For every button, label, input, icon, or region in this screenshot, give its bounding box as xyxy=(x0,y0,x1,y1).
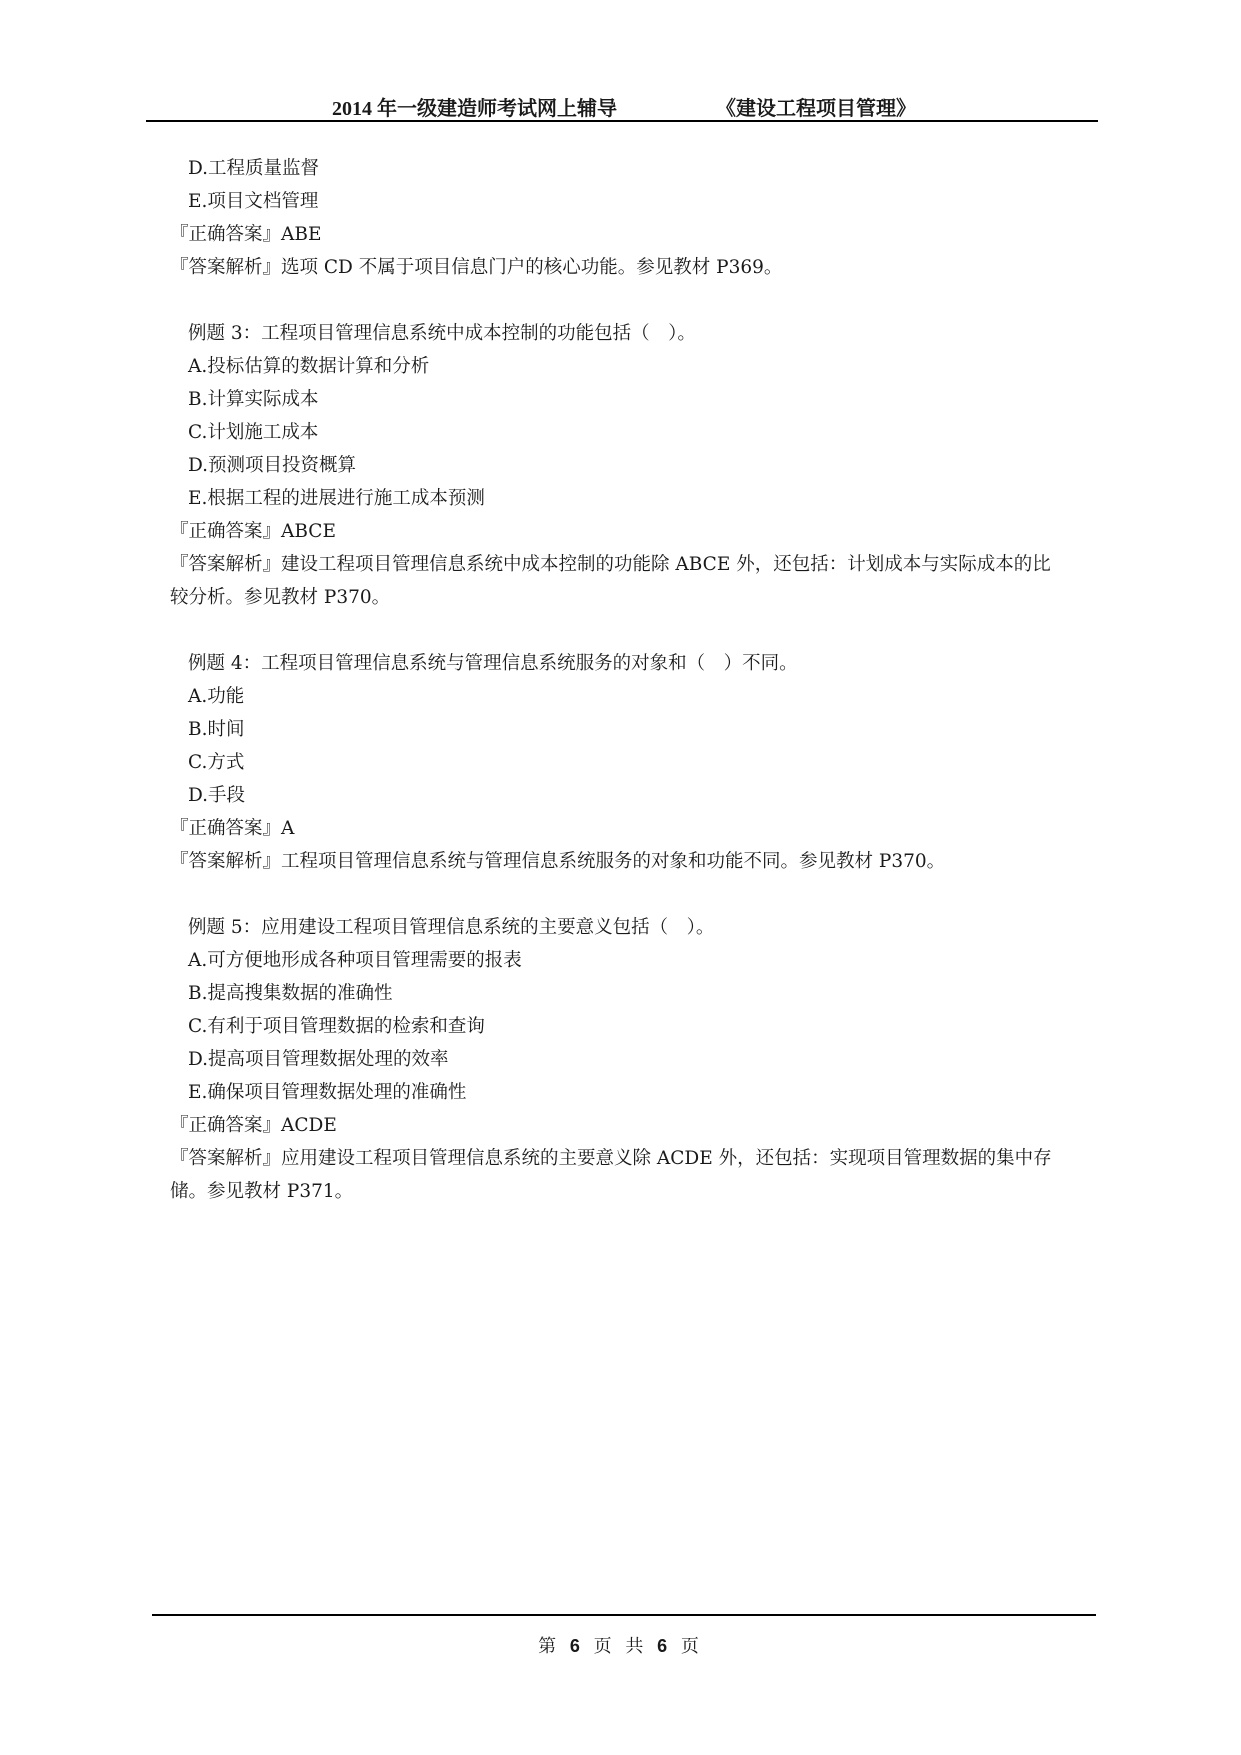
text-line: 『答案解析』选项 CD 不属于项目信息门户的核心功能。参见教材 P369。 xyxy=(170,257,783,278)
text-line: 『答案解析』工程项目管理信息系统与管理信息系统服务的对象和功能不同。参见教材 P370。 xyxy=(170,851,946,872)
text-line: E.确保项目管理数据处理的准确性 xyxy=(188,1082,467,1103)
text-line: D.提高项目管理数据处理的效率 xyxy=(188,1049,449,1070)
footer-divider xyxy=(152,1614,1096,1616)
text-line: A.可方便地形成各种项目管理需要的报表 xyxy=(188,950,522,971)
text-line: C.有利于项目管理数据的检索和查询 xyxy=(188,1016,485,1037)
page-content xyxy=(170,152,1100,1208)
paragraph-gap xyxy=(170,284,1100,317)
footer-page-number: 6 xyxy=(569,1636,584,1656)
text-line: 『答案解析』建设工程项目管理信息系统中成本控制的功能除 ABCE 外，还包括：计划成本与实际成本的比 xyxy=(170,554,1051,575)
text-line: E.项目文档管理 xyxy=(188,191,319,212)
text-line: C.计划施工成本 xyxy=(188,422,319,443)
header-title: 2014 年一级建造师考试网上辅导 xyxy=(332,98,617,120)
text-line: D.预测项目投资概算 xyxy=(188,455,357,476)
footer-total-pages: 6 xyxy=(657,1636,672,1656)
footer-prefix: 第 xyxy=(538,1636,561,1657)
text-line: 例题 5：应用建设工程项目管理信息系统的主要意义包括（ ）。 xyxy=(188,917,715,938)
text-line: 例题 3：工程项目管理信息系统中成本控制的功能包括（ ）。 xyxy=(188,323,696,344)
text-line: B.时间 xyxy=(188,719,245,740)
footer-middle: 页 共 xyxy=(593,1636,648,1657)
text-line: 例题 4：工程项目管理信息系统与管理信息系统服务的对象和（ ）不同。 xyxy=(188,653,798,674)
text-line: A.投标估算的数据计算和分析 xyxy=(188,356,430,377)
text-line: A.功能 xyxy=(188,686,245,707)
paragraph-gap xyxy=(170,878,1100,911)
page-footer xyxy=(0,1632,1241,1658)
page-header xyxy=(146,88,1098,122)
text-line: 『正确答案』ABE xyxy=(170,224,322,245)
text-line: 『正确答案』ACDE xyxy=(170,1115,337,1136)
text-line: 『正确答案』A xyxy=(170,818,295,839)
text-line: E.根据工程的进展进行施工成本预测 xyxy=(188,488,485,509)
text-line: B.计算实际成本 xyxy=(188,389,319,410)
text-line: D.手段 xyxy=(188,785,246,806)
footer-suffix: 页 xyxy=(680,1636,703,1657)
text-line: 较分析。参见教材 P370。 xyxy=(170,587,391,608)
header-book-title: 《建设工程项目管理》 xyxy=(716,98,916,120)
text-line: 『答案解析』应用建设工程项目管理信息系统的主要意义除 ACDE 外，还包括：实现项目管理数据的集中存 xyxy=(170,1148,1052,1169)
text-line: 储。参见教材 P371。 xyxy=(170,1181,354,1202)
text-line: C.方式 xyxy=(188,752,245,773)
text-line: 『正确答案』ABCE xyxy=(170,521,336,542)
text-line: B.提高搜集数据的准确性 xyxy=(188,983,393,1004)
text-line: D.工程质量监督 xyxy=(188,158,320,179)
paragraph-gap xyxy=(170,614,1100,647)
